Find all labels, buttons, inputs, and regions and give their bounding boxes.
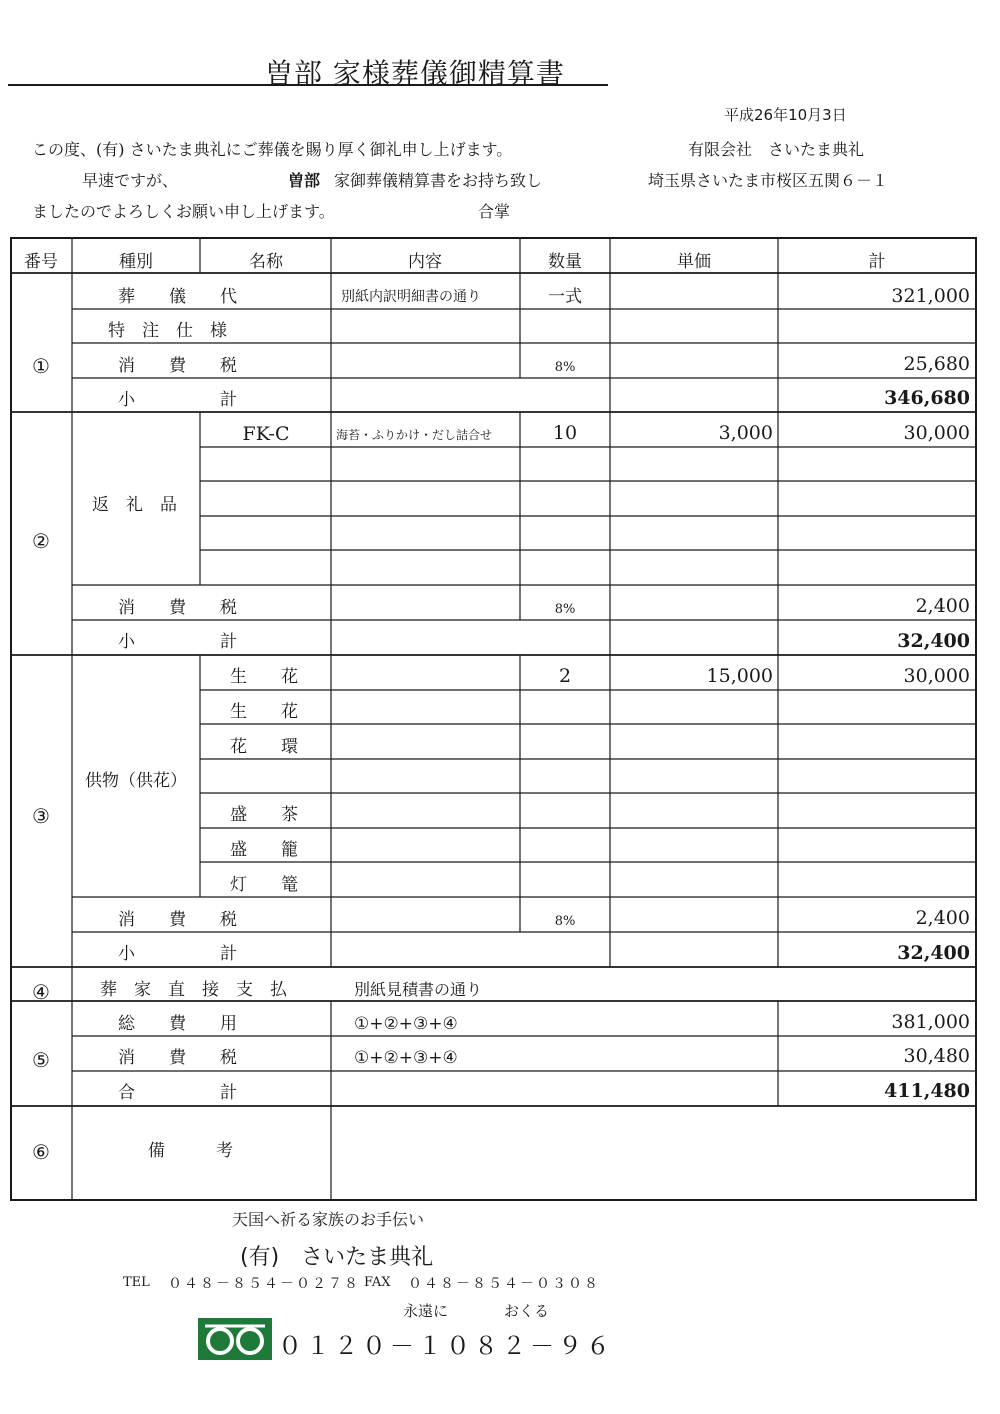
s3-tax-total: 2,400	[915, 907, 970, 929]
offering-total: 30,000	[903, 665, 970, 687]
offering-name-5: 盛 籠	[230, 840, 298, 860]
freedial-logo-icon	[198, 1318, 272, 1360]
funeral-fee-total: 321,000	[891, 285, 970, 307]
greeting-line-2-end: 家御葬儀精算書をお持ち致し	[334, 171, 543, 190]
offering-name-1: 生 花	[230, 667, 298, 687]
funeral-fee-qty: 一式	[548, 287, 582, 307]
offering-name-2: 生 花	[230, 702, 298, 722]
header-total: 計	[868, 252, 886, 272]
slogan-right: おくる	[504, 1302, 550, 1320]
direct-payment-content: 別紙見積書の通り	[354, 980, 483, 999]
s3-tax-rate: 8%	[554, 914, 576, 929]
greeting-line-2-start: 早速ですが、	[82, 171, 179, 190]
return-gift-total: 30,000	[903, 422, 970, 444]
s1-subtotal-label: 小 計	[118, 390, 237, 410]
header-content: 内容	[408, 252, 442, 272]
section-4-number: ④	[32, 980, 50, 1004]
fax-label: FAX	[364, 1275, 391, 1290]
total-cost-formula: ①+②+③+④	[354, 1014, 458, 1034]
header-name: 名称	[249, 252, 283, 272]
s1-tax-rate: 8%	[554, 360, 576, 375]
footer-company: (有) さいたま典礼	[240, 1245, 434, 1270]
s2-tax-total: 2,400	[915, 595, 970, 617]
funeral-fee-content: 別紙内訳明細書の通り	[341, 289, 481, 305]
family-name: 曽部	[288, 171, 321, 190]
document-title: 曽部 家様葬儀御精算書	[265, 57, 565, 90]
total-cost-amount: 381,000	[891, 1011, 970, 1033]
return-gift-unit-price: 3,000	[718, 422, 773, 444]
section-5-number: ⑤	[32, 1048, 50, 1072]
return-gift-content: 海苔・ふりかけ・だし詰合せ	[336, 428, 493, 442]
s3-tax-label: 消 費 税	[118, 910, 237, 930]
s3-subtotal-label: 小 計	[118, 944, 237, 964]
header-unit-price: 単価	[677, 252, 711, 272]
header-no: 番号	[24, 252, 58, 272]
s2-tax-rate: 8%	[554, 602, 576, 617]
total-cost-label: 総 費 用	[118, 1014, 237, 1034]
header-qty: 数量	[548, 252, 582, 272]
header-type: 種別	[119, 252, 153, 272]
slogan-left: 永遠に	[403, 1302, 449, 1320]
offering-name-6: 灯 篭	[230, 875, 298, 895]
company-name: 有限会社 さいたま典礼	[688, 140, 865, 159]
offering-qty: 2	[558, 665, 572, 687]
grand-total-label: 合 計	[118, 1083, 237, 1103]
offering-type: 供物（供花）	[85, 771, 187, 791]
tel-label: TEL	[123, 1275, 150, 1290]
return-gift-qty: 10	[552, 422, 578, 444]
company-address: 埼玉県さいたま市桜区五関６－１	[648, 171, 889, 190]
return-gift-type: 返 礼 品	[92, 495, 177, 515]
footer-tagline: 天国へ祈る家族のお手伝い	[232, 1210, 425, 1229]
s3-subtotal-total: 32,400	[897, 942, 970, 964]
grand-total-amount: 411,480	[884, 1080, 970, 1102]
funeral-fee-label: 葬 儀 代	[118, 287, 237, 307]
s1-tax-label: 消 費 税	[118, 356, 237, 376]
section-1-number: ①	[32, 354, 50, 378]
closing-word: 合掌	[478, 202, 511, 221]
s1-subtotal-total: 346,680	[884, 387, 970, 409]
total-tax-formula: ①+②+③+④	[354, 1048, 458, 1068]
fax-number: ０４８－８５４－０３０８	[408, 1276, 600, 1292]
section-6-number: ⑥	[32, 1140, 50, 1164]
total-tax-amount: 30,480	[903, 1045, 970, 1067]
greeting-line-3: ましたのでよろしくお願い申し上げます。	[32, 202, 335, 221]
remarks-label: 備 考	[148, 1141, 233, 1161]
offering-name-4: 盛 茶	[230, 805, 298, 825]
s2-subtotal-label: 小 計	[118, 632, 237, 652]
s2-subtotal-total: 32,400	[897, 630, 970, 652]
freedial-mark-icon	[198, 1318, 272, 1360]
offering-unit-price: 15,000	[706, 665, 773, 687]
direct-payment-label: 葬 家 直 接 支 払	[100, 980, 287, 1000]
freedial-number: ０１２０－１０８２－９６	[278, 1332, 614, 1360]
greeting-line-1: この度、(有) さいたま典礼にご葬儀を賜り厚く御礼申し上げます。	[32, 140, 513, 159]
section-3-number: ③	[32, 804, 50, 828]
s1-tax-total: 25,680	[903, 353, 970, 375]
total-tax-label: 消 費 税	[118, 1048, 237, 1068]
offering-name-3: 花 環	[230, 737, 298, 757]
tel-number: ０４８－８５４－０２７８	[168, 1276, 360, 1292]
s2-tax-label: 消 費 税	[118, 598, 237, 618]
section-2-number: ②	[32, 529, 50, 553]
special-order-label: 特 注 仕 様	[108, 321, 227, 341]
issue-date: 平成26年10月3日	[724, 106, 847, 124]
return-gift-name: FK-C	[242, 423, 290, 445]
